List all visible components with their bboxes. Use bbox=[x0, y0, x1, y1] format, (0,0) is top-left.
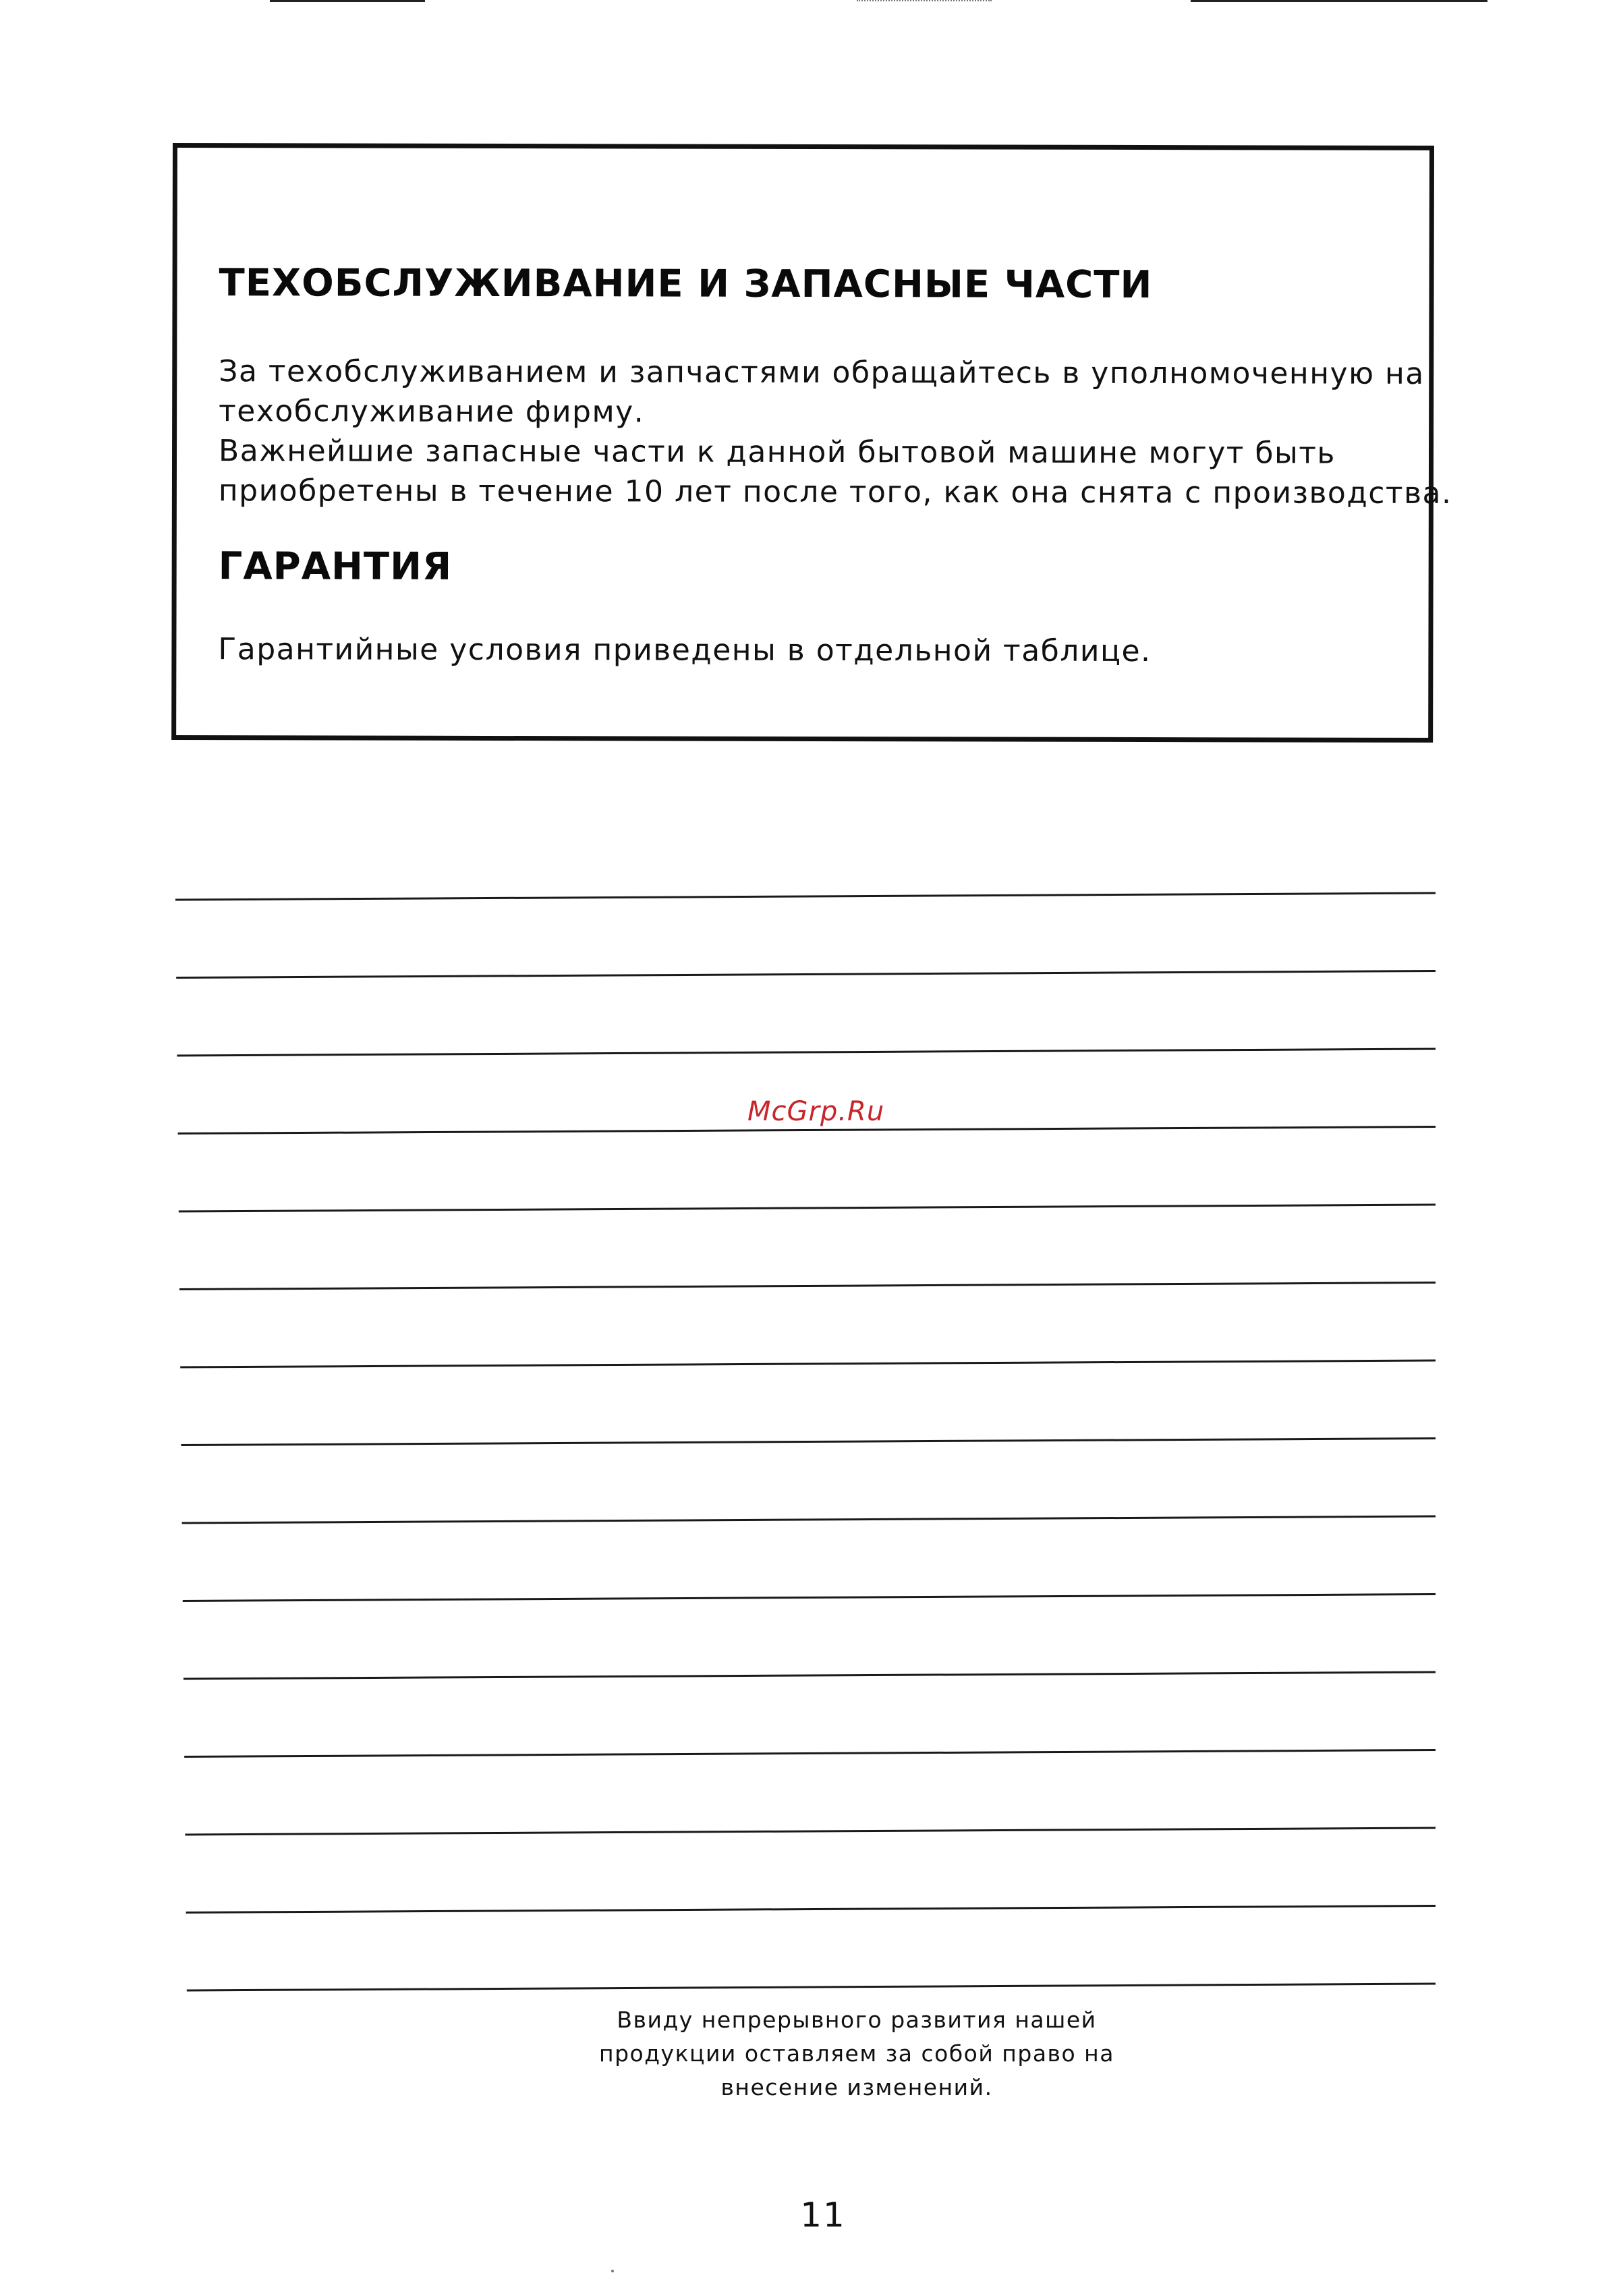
service-text-line: Важнейшие запасные части к данной бытовой машине могут быть bbox=[218, 434, 1336, 471]
warranty-heading: ГАРАНТИЯ bbox=[218, 544, 453, 589]
notes-lines-svg bbox=[174, 889, 1442, 2009]
notes-ruled-lines bbox=[174, 889, 1442, 2009]
ruled-line bbox=[187, 1984, 1436, 1990]
service-warranty-box bbox=[171, 143, 1452, 743]
service-text bbox=[218, 351, 1452, 513]
disclaimer-note bbox=[526, 2003, 1187, 2104]
ruled-line bbox=[181, 1439, 1436, 1445]
warranty-text: Гарантийные условия приведены в отдельной таблице. bbox=[218, 632, 1152, 669]
ruled-line bbox=[180, 1360, 1436, 1367]
ruled-line bbox=[177, 1049, 1436, 1056]
top-edge-rule-right bbox=[1191, 0, 1487, 2]
watermark: McGrp.Ru bbox=[747, 1096, 885, 1127]
disclaimer-line: внесение изменений. bbox=[720, 2074, 993, 2100]
ruled-line bbox=[179, 1205, 1436, 1211]
service-text-line: За техобслуживанием и запчастями обращайтесь в уполномоченную на bbox=[219, 354, 1425, 391]
ruled-line bbox=[175, 893, 1436, 900]
top-edge-mark bbox=[857, 0, 992, 4]
disclaimer-line: продукции оставляем за собой право на bbox=[599, 2040, 1114, 2067]
page-number: 11 bbox=[800, 2195, 846, 2235]
disclaimer-line: Ввиду непрерывного развития нашей bbox=[617, 2007, 1097, 2033]
ruled-line bbox=[176, 971, 1436, 978]
ruled-line bbox=[182, 1516, 1436, 1523]
top-edge-rule-left bbox=[270, 0, 425, 2]
ruled-line bbox=[184, 1750, 1436, 1757]
ruled-line bbox=[185, 1828, 1436, 1835]
ruled-line bbox=[183, 1672, 1436, 1679]
ruled-line bbox=[186, 1906, 1436, 1913]
service-heading: ТЕХОБСЛУЖИВАНИЕ И ЗАПАСНЫЕ ЧАСТИ bbox=[219, 261, 1153, 308]
ruled-line bbox=[178, 1127, 1436, 1134]
ruled-line bbox=[183, 1595, 1436, 1601]
ruled-line bbox=[179, 1283, 1436, 1290]
scan-speck bbox=[611, 2270, 614, 2272]
service-text-line: приобретены в течение 10 лет после того, как она снята с производства. bbox=[218, 473, 1452, 511]
service-text-line: техобслуживание фирму. bbox=[219, 394, 645, 430]
